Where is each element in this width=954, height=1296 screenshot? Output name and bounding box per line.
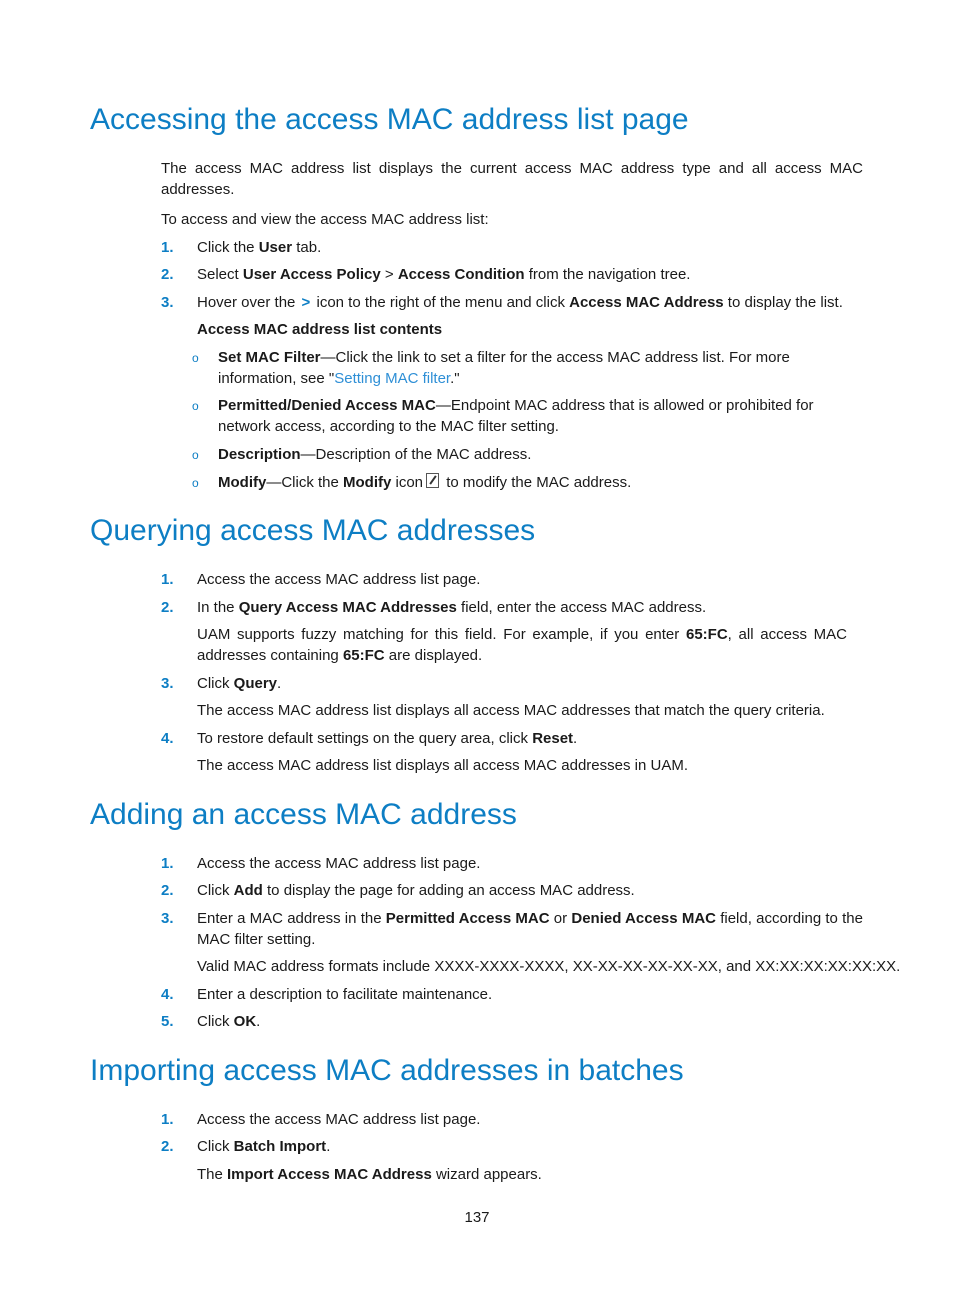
bullet-text: Description—Description of the MAC address. — [218, 446, 532, 463]
step-text: Click Query. — [197, 675, 282, 692]
step-note: The Import Access MAC Address wizard appears. — [197, 1166, 542, 1183]
step-number: 1. — [161, 855, 174, 872]
step-text: Access the access MAC address list page. — [197, 1111, 481, 1128]
modify-icon — [426, 473, 439, 488]
section-title-querying: Querying access MAC addresses — [90, 514, 536, 547]
step-note: Valid MAC address formats include XXXX-XXXX-XXXX, XX-XX-XX-XX-XX-XX, and XX:XX:XX:XX:XX:XX. — [197, 958, 901, 975]
intro-paragraph: The access MAC address list displays the current access MAC address type and all access MAC addresses. — [161, 160, 863, 198]
step-note: UAM supports fuzzy matching for this field. For example, if you enter 65:FC, all access MAC addresses containing 65:FC are displayed. — [197, 626, 847, 664]
step-text: Click the User tab. — [197, 239, 322, 256]
step-number: 2. — [161, 599, 174, 616]
step-text: Click Batch Import. — [197, 1138, 331, 1155]
step-text: Access the access MAC address list page. — [197, 855, 481, 872]
step-number: 1. — [161, 571, 174, 588]
step-text: Click OK. — [197, 1013, 261, 1030]
section-title-importing: Importing access MAC addresses in batches — [90, 1054, 684, 1087]
step-text: To restore default settings on the query area, click Reset. — [197, 730, 578, 747]
step-number: 3. — [161, 294, 174, 311]
step-number: 2. — [161, 882, 174, 899]
step-text: Enter a description to facilitate maintenance. — [197, 986, 493, 1003]
step-number: 2. — [161, 266, 174, 283]
step-note: The access MAC address list displays all access MAC addresses in UAM. — [197, 757, 689, 774]
bullet-icon: o — [192, 351, 199, 365]
step-number: 2. — [161, 1138, 174, 1155]
step-text: Click Add to display the page for adding an access MAC address. — [197, 882, 635, 899]
step-text: Hover over the > icon to the right of the menu and click Access MAC Address to display the list. — [197, 294, 843, 311]
step-number: 4. — [161, 730, 174, 747]
bullet-icon: o — [192, 399, 199, 413]
section-title-accessing: Accessing the access MAC address list page — [90, 103, 689, 136]
step-number: 4. — [161, 986, 174, 1003]
bullet-icon: o — [192, 448, 199, 462]
section-title-adding: Adding an access MAC address — [90, 798, 517, 831]
bullet-text: Modify—Click the Modify icon to modify the MAC address. — [218, 474, 632, 491]
bullet-icon: o — [192, 476, 199, 490]
step-number: 1. — [161, 1111, 174, 1128]
step-number: 1. — [161, 239, 174, 256]
step-note: The access MAC address list displays all access MAC addresses that match the query criteria. — [197, 702, 825, 719]
step-text: Access the access MAC address list page. — [197, 571, 481, 588]
step-number: 5. — [161, 1013, 174, 1030]
step-text: Enter a MAC address in the Permitted Access MAC or Denied Access MAC field, according to the MAC filter setting. — [197, 910, 863, 948]
step-text: Select User Access Policy > Access Condition from the navigation tree. — [197, 266, 691, 283]
step-number: 3. — [161, 910, 174, 927]
step-number: 3. — [161, 675, 174, 692]
bullet-text: Permitted/Denied Access MAC—Endpoint MAC address that is allowed or prohibited for network access, according to the MAC filter setting. — [218, 397, 814, 435]
list-heading: Access MAC address list contents — [197, 321, 443, 338]
bullet-text: Set MAC Filter—Click the link to set a filter for the access MAC address list. For more information, see "Setting MAC filter." — [218, 349, 790, 387]
setting-mac-filter-link[interactable]: Setting MAC filter — [334, 370, 451, 387]
to-access-paragraph: To access and view the access MAC address list: — [161, 211, 489, 228]
chevron-right-icon: > — [301, 294, 311, 311]
step-text: In the Query Access MAC Addresses field, enter the access MAC address. — [197, 599, 707, 616]
page-number: 137 — [464, 1209, 490, 1226]
